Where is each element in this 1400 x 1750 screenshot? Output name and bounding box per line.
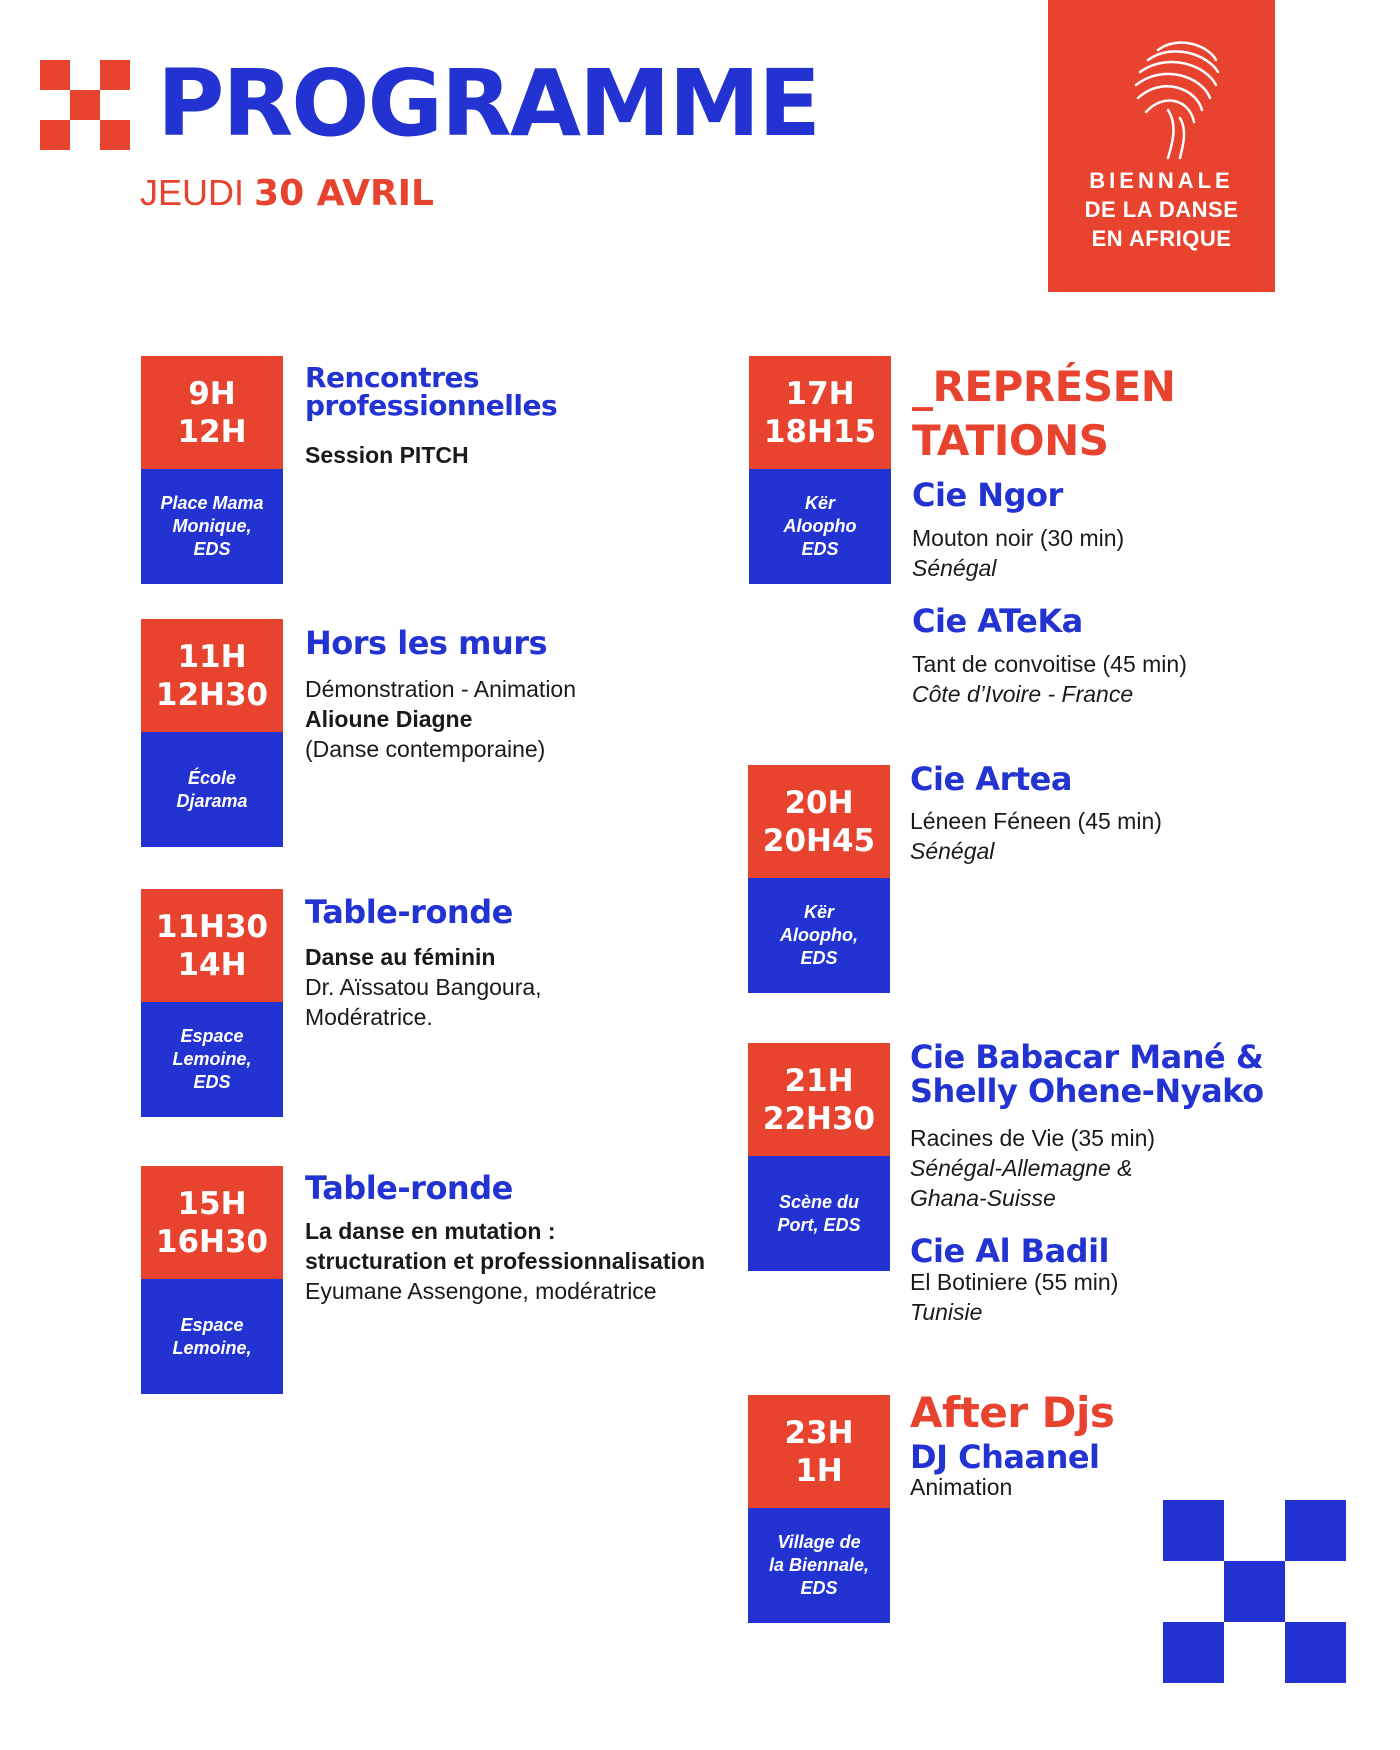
company-name-line: Cie Babacar Mané & bbox=[910, 1038, 1264, 1076]
country: Sénégal-Allemagne & bbox=[910, 1155, 1133, 1181]
time-range bbox=[748, 1395, 890, 1508]
start-time: 21H bbox=[784, 1062, 854, 1099]
venue-line: Aloopho bbox=[783, 516, 857, 536]
brand-line-3: EN AFRIQUE bbox=[1091, 226, 1232, 251]
event-detail bbox=[305, 440, 469, 470]
country: Sénégal bbox=[912, 555, 997, 581]
venue-line: EDS bbox=[801, 539, 839, 559]
country: Sénégal bbox=[910, 838, 995, 864]
time-range bbox=[141, 619, 283, 732]
venue-line: EDS bbox=[193, 1072, 231, 1092]
company-name: Cie Artea bbox=[910, 760, 1072, 798]
venue-line: Village de bbox=[777, 1532, 861, 1552]
venue-line: EDS bbox=[800, 948, 838, 968]
show-title: Léneen Féneen (45 min) bbox=[910, 808, 1162, 834]
brand-line-2: DE LA DANSE bbox=[1084, 197, 1239, 222]
time-range bbox=[749, 356, 891, 469]
company-detail bbox=[912, 523, 1124, 583]
start-time: 20H bbox=[784, 784, 854, 821]
dj-detail: Animation bbox=[910, 1474, 1013, 1500]
venue-line: Djarama bbox=[176, 790, 248, 811]
dj-name: DJ Chaanel bbox=[910, 1438, 1100, 1476]
section-title-line: _REPRÉSEN bbox=[912, 362, 1176, 411]
venue bbox=[748, 1156, 890, 1271]
checker-decoration-icon bbox=[1163, 1500, 1346, 1683]
brand-logo bbox=[1048, 0, 1275, 292]
venue bbox=[141, 732, 283, 847]
country: Ghana-Suisse bbox=[910, 1185, 1056, 1211]
date-line bbox=[140, 172, 434, 214]
venue-line: Espace bbox=[180, 1026, 244, 1046]
time-range bbox=[141, 1166, 283, 1279]
company-name: Cie Ngor bbox=[912, 476, 1063, 514]
time-block bbox=[141, 619, 283, 847]
country: Côte d’Ivoire - France bbox=[912, 681, 1134, 707]
end-time: 18H15 bbox=[763, 413, 877, 450]
time-range bbox=[141, 356, 283, 469]
show-title: Mouton noir (30 min) bbox=[912, 525, 1125, 551]
time-block bbox=[749, 356, 891, 584]
show-title: El Botiniere (55 min) bbox=[910, 1269, 1119, 1295]
time-block bbox=[748, 765, 890, 993]
venue-line: Place Mama bbox=[160, 493, 264, 513]
show-title: Tant de convoitise (45 min) bbox=[912, 651, 1187, 677]
detail-line: Alioune Diagne bbox=[305, 706, 473, 732]
company-detail bbox=[910, 1123, 1155, 1213]
brand-line-1: BIENNALE bbox=[1089, 168, 1234, 193]
detail-line: La danse en mutation : bbox=[305, 1218, 556, 1244]
venue-line: Espace bbox=[180, 1314, 244, 1335]
venue-line: EDS bbox=[800, 1578, 838, 1598]
end-time: 16H30 bbox=[155, 1223, 269, 1260]
venue-line: Lemoine, bbox=[172, 1337, 252, 1358]
company-name-line: Shelly Ohene-Nyako bbox=[910, 1072, 1264, 1110]
end-time: 20H45 bbox=[762, 822, 876, 859]
end-time: 12H30 bbox=[155, 676, 269, 713]
venue-line: Monique, bbox=[172, 516, 252, 536]
show-title: Racines de Vie (35 min) bbox=[910, 1125, 1156, 1151]
time-range bbox=[748, 1043, 890, 1156]
time-block bbox=[141, 889, 283, 1117]
venue-line: École bbox=[187, 767, 237, 788]
venue-line: la Biennale, bbox=[768, 1555, 870, 1575]
date-label: 30 AVRIL bbox=[254, 173, 434, 214]
event-detail bbox=[305, 942, 542, 1032]
detail-line: Danse au féminin bbox=[305, 944, 496, 970]
detail-line: Modératrice. bbox=[305, 1004, 433, 1030]
venue bbox=[748, 878, 890, 993]
venue bbox=[141, 1279, 283, 1394]
time-block bbox=[748, 1395, 890, 1623]
event-title: Hors les murs bbox=[305, 624, 548, 662]
venue-line: Lemoine, bbox=[172, 1049, 252, 1069]
end-time: 12H bbox=[177, 413, 247, 450]
checker-logo-icon bbox=[40, 60, 130, 150]
section-title-line: TATIONS bbox=[912, 416, 1109, 465]
detail-line: structuration et professionnalisation bbox=[305, 1248, 705, 1274]
company-detail bbox=[910, 1267, 1118, 1327]
start-time: 11H bbox=[177, 638, 247, 675]
venue-line: Aloopho, bbox=[780, 925, 858, 945]
venue-line: Scène du bbox=[778, 1191, 860, 1212]
dancer-waves-icon bbox=[1098, 30, 1228, 165]
event-title: Rencontres professionnelles bbox=[305, 361, 558, 422]
end-time: 14H bbox=[177, 946, 247, 983]
after-title: After Djs bbox=[910, 1388, 1115, 1437]
day-label: JEUDI bbox=[140, 172, 245, 213]
event-detail bbox=[305, 674, 576, 764]
company-name: Cie Al Badil bbox=[910, 1232, 1109, 1270]
detail-line: Session PITCH bbox=[305, 442, 469, 468]
start-time: 15H bbox=[177, 1185, 247, 1222]
venue-line: EDS bbox=[193, 539, 231, 559]
venue bbox=[141, 469, 283, 584]
venue bbox=[749, 469, 891, 584]
time-range bbox=[748, 765, 890, 878]
end-time: 22H30 bbox=[762, 1100, 876, 1137]
section-title bbox=[912, 360, 1175, 468]
event-detail bbox=[305, 1216, 705, 1306]
event-title: Table-ronde bbox=[305, 893, 513, 931]
company-detail bbox=[910, 806, 1162, 866]
start-time: 17H bbox=[785, 375, 855, 412]
page-title: PROGRAMME bbox=[157, 50, 819, 157]
time-block bbox=[141, 356, 283, 584]
venue-line: Kër bbox=[804, 493, 835, 513]
venue bbox=[141, 1002, 283, 1117]
venue-line: Port, EDS bbox=[777, 1214, 861, 1235]
end-time: 1H bbox=[795, 1452, 843, 1489]
event-title: Table-ronde bbox=[305, 1169, 513, 1207]
detail-line: Eyumane Assengone, modératrice bbox=[305, 1278, 657, 1304]
company-name bbox=[910, 1040, 1264, 1108]
detail-line: Démonstration - Animation bbox=[305, 676, 577, 702]
start-time: 9H bbox=[188, 375, 236, 412]
country: Tunisie bbox=[910, 1299, 983, 1325]
company-name: Cie ATeKa bbox=[912, 602, 1083, 640]
start-time: 11H30 bbox=[155, 908, 269, 945]
start-time: 23H bbox=[784, 1414, 854, 1451]
company-detail bbox=[912, 649, 1187, 709]
venue bbox=[748, 1508, 890, 1623]
detail-line: Dr. Aïssatou Bangoura, bbox=[305, 974, 542, 1000]
venue-line: Kër bbox=[803, 902, 834, 922]
time-block bbox=[141, 1166, 283, 1394]
detail-line: (Danse contemporaine) bbox=[305, 736, 546, 762]
time-block bbox=[748, 1043, 890, 1271]
time-range bbox=[141, 889, 283, 1002]
